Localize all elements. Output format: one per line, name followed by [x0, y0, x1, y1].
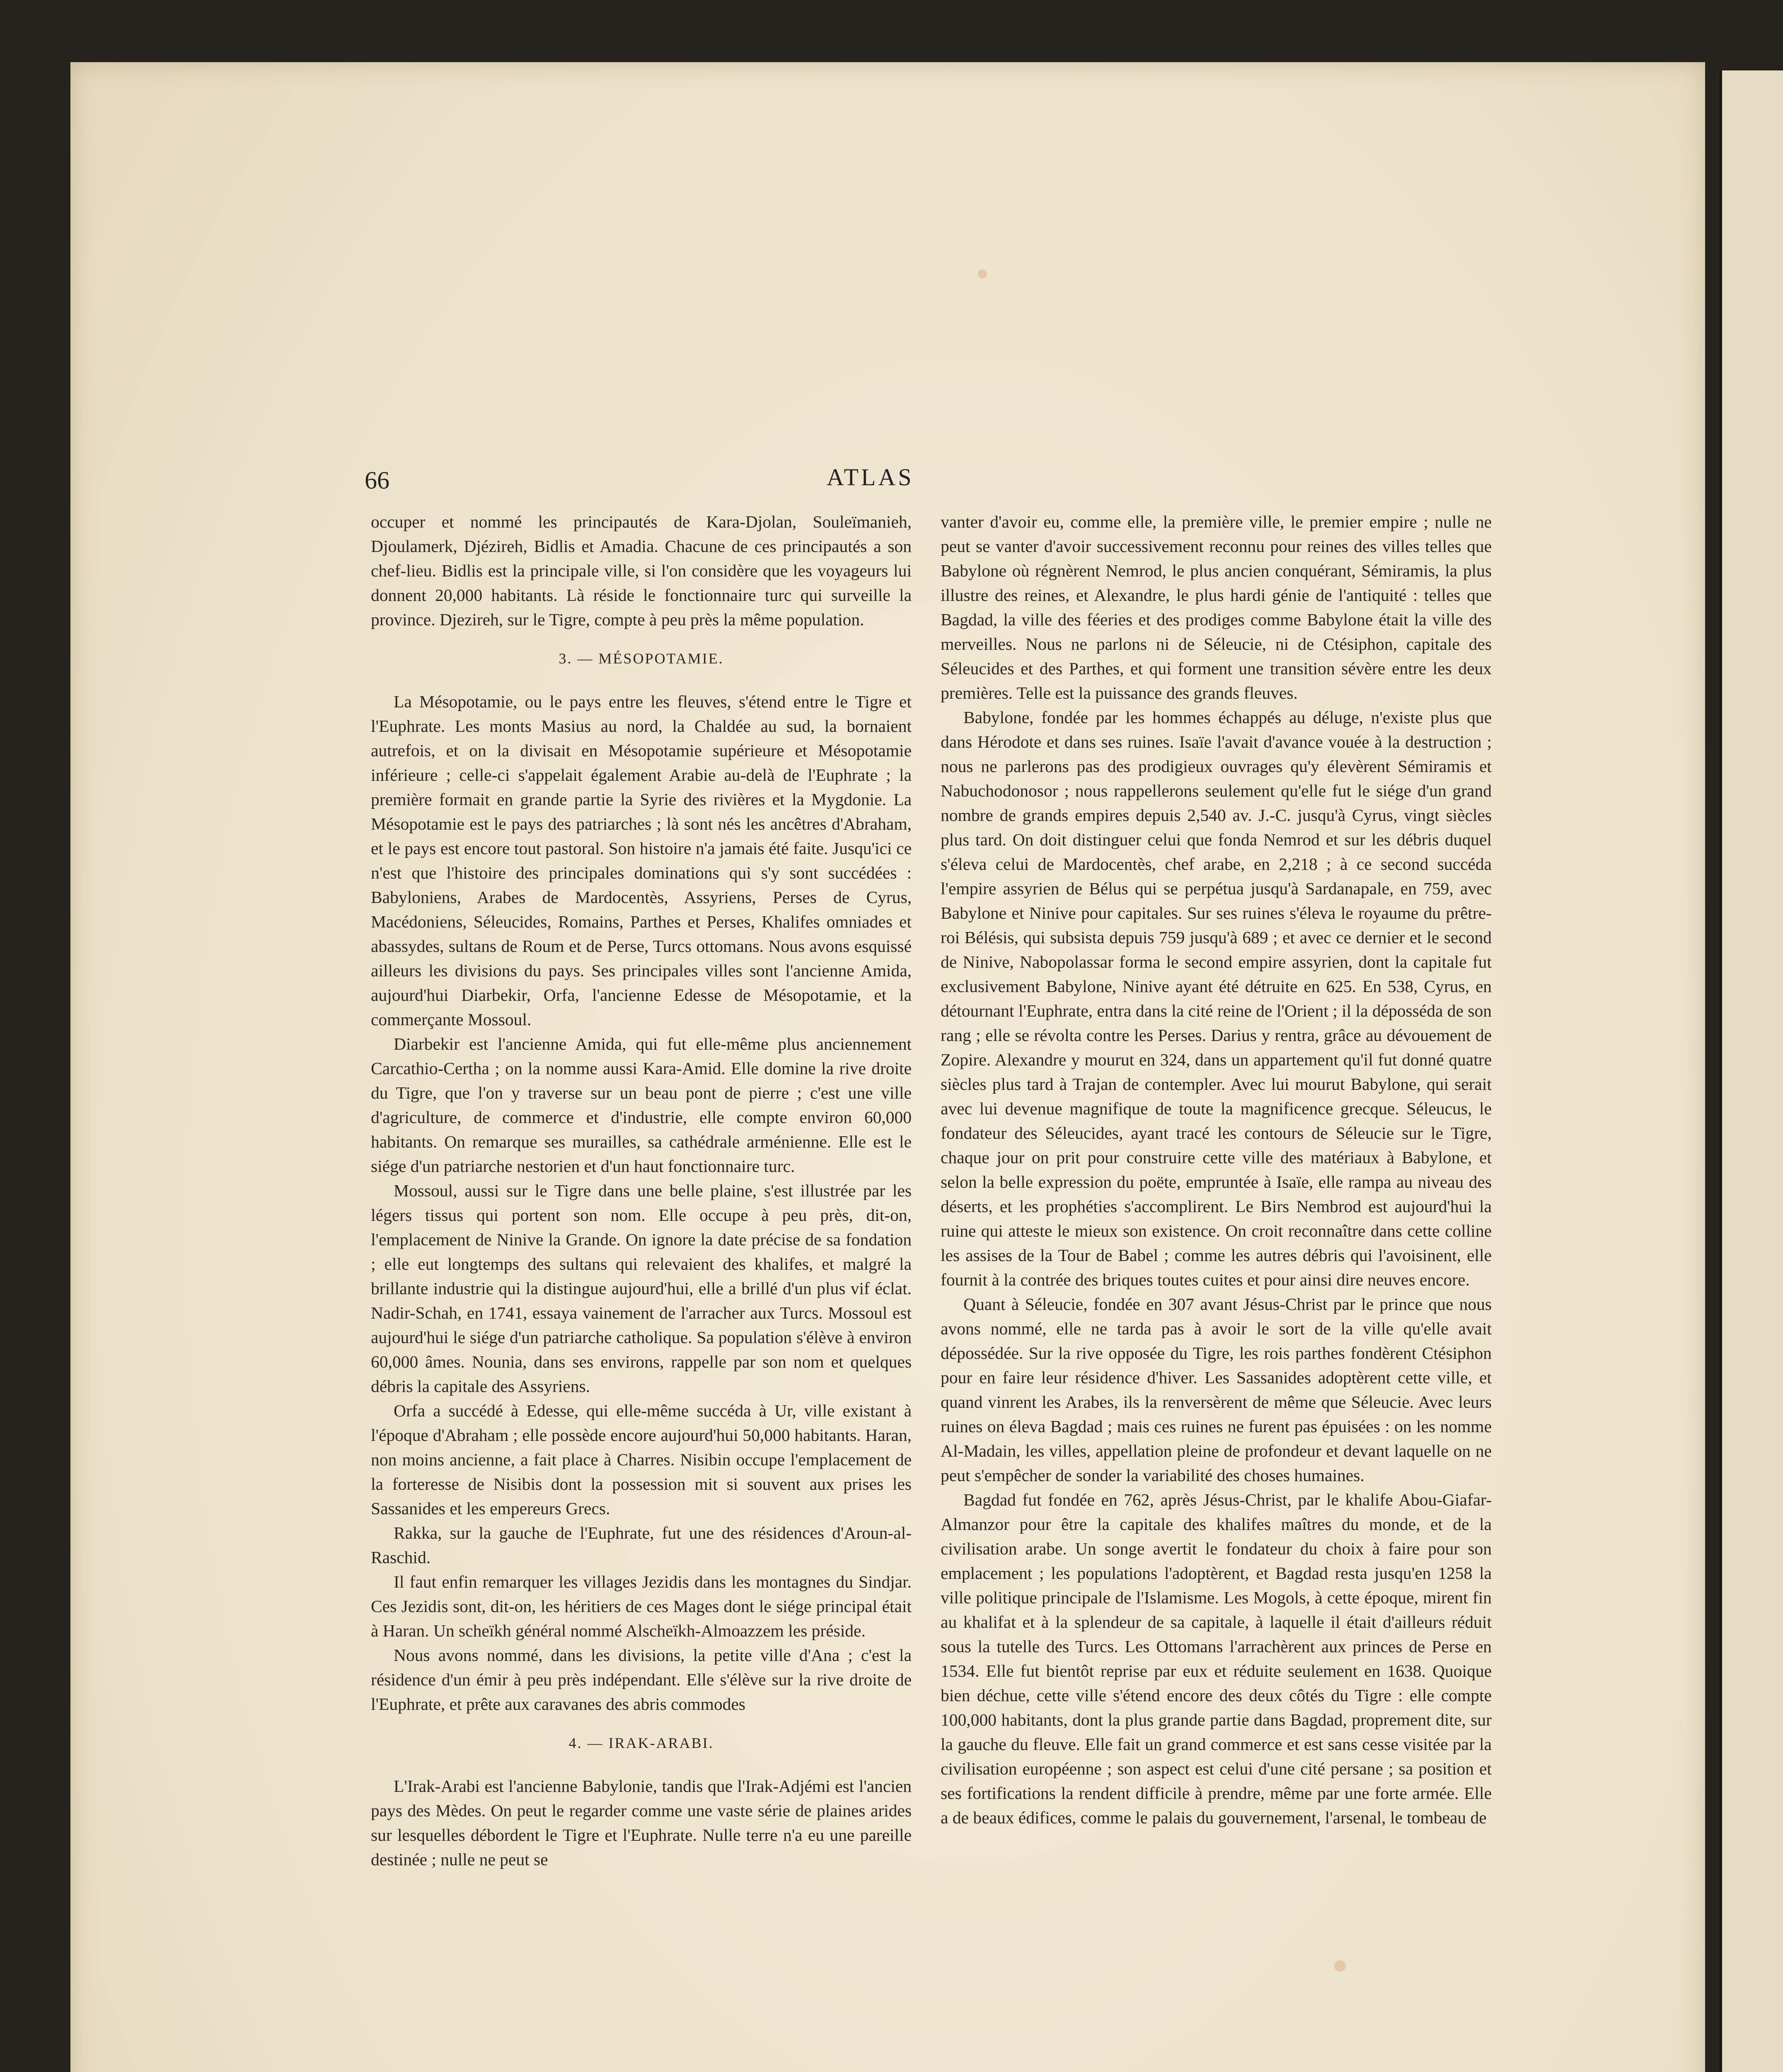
paragraph: Quant à Séleucie, fondée en 307 avant Jésus-Christ par le prince que nous avons nommé, elle ne tarda pas à avoir le sort de la ville qu'elle avait dépossédée. Sur la rive opposée du Tigre, les rois parthes fondèrent Ctésiphon pour en faire leur résidence d'hiver. Les Sassanides adoptèrent cette ville, et quand vinrent les Arabes, ils la renversèrent de même que Séleucie. Avec leurs ruines on éleva Bagdad ; mais ces ruines ne furent pas épuisées : on les nomme Al-Madain, les villes, appellation pleine de profondeur et devant laquelle on ne peut s'empêcher de sonder la variabilité des choses humaines.	[941, 1295, 1492, 1485]
paragraph: Nous avons nommé, dans les divisions, la petite ville d'Ana ; c'est la résidence d'un émir à peu près indépendant. Elle s'élève sur la rive droite de l'Euphrate, et prête aux caravanes des abris commodes	[371, 1646, 912, 1714]
paragraph: Orfa a succédé à Edesse, qui elle-même succéda à Ur, ville existant à l'époque d'Abraham ; elle possède encore aujourd'hui 50,000 habitants. Haran, non moins ancienne, a fait place à Charres. Nisibin occupe l'emplacement de la forteresse de Nisibis dont la possession mit si souvent aux prises les Sassanides et les empereurs Grecs.	[371, 1401, 912, 1518]
paragraph: Babylone, fondée par les hommes échappés au déluge, n'existe plus que dans Hérodote et dans ses ruines. Isaïe l'avait d'avance vouée à la destruction ; nous ne parlerons pas des prodigieux ouvrages qu'y élevèrent Sémiramis et Nabuchodonosor ; nous rappellerons seulement qu'elle fut le siége d'un grand nombre de grands empires depuis 2,540 av. J.-C. jusqu'à Cyrus, vingt siècles plus tard. On doit distinguer celui que fonda Nemrod et sur les débris duquel s'éleva celui de Mardocentès, chef arabe, en 2,218 ; à ce second succéda l'empire assyrien de Bélus qui se perpétua jusqu'à Sardanapale, en 759, avec Babylone et Ninive pour capitales. Sur ses ruines s'éleva le royaume du prêtre-roi Bélésis, qui subsista depuis 759 jusqu'à 689 ; et avec ce dernier et le second de Ninive, Nabopolassar forma le second empire assyrien, dont la capitale fut exclusivement Babylone, Ninive ayant été détruite en 625. En 538, Cyrus, en détournant l'Euphrate, entra dans la cité reine de l'Orient ; il la déposséda de son rang ; elle se révolta contre les Perses. Darius y rentra, grâce au dévouement de Zopire. Alexandre y mourut en 324, dans un appartement qu'il fut donné quatre siècles plus tard à Trajan de contempler. Avec lui mourut Babylone, qui serait avec lui devenue magnifique de toute la magnificence grecque. Séleucus, le fondateur des Séleucides, ayant tracé les contours de Séleucie sur le Tigre, chaque jour on prit pour construire cette ville des matériaux à Babylone, et selon la belle expression du poëte, empruntée à Isaïe, elle rampa au niveau des déserts, et les prophéties s'accomplirent. Le Birs Nembrod est aujourd'hui la ruine qui atteste le mieux son existence. On croit reconnaître dans cette colline les assises de la Tour de Babel ; comme les autres débris qui l'avoisinent, elle fournit à la contrée des briques toutes cuites et pour ainsi dire neuves encore.	[941, 708, 1492, 1289]
running-title: ATLAS	[827, 464, 914, 491]
section-heading: 4. — IRAK-ARABI.	[569, 1735, 714, 1751]
paragraph: Rakka, sur la gauche de l'Euphrate, fut une des résidences d'Aroun-al-Raschid.	[371, 1523, 912, 1567]
paragraph: L'Irak-Arabi est l'ancienne Babylonie, tandis que l'Irak-Adjémi est l'ancien pays des Mèdes. On peut le regarder comme une vaste série de plaines arides sur lesquelles débordent le Tigre et l'Euphrate. Nulle terre n'a eu une pareille destinée ; nulle ne peut se	[371, 1777, 912, 1869]
paragraph: Il faut enfin remarquer les villages Jezidis dans les montagnes du Sindjar. Ces Jezidis sont, dit-on, les héritiers de ces Mages dont le siége principal était à Haran. Un scheïkh général nommé Alscheïkh-Almoazzem les préside.	[371, 1572, 912, 1640]
left-text-column	[371, 510, 912, 2072]
page-number: 66	[365, 467, 390, 494]
paragraph: vanter d'avoir eu, comme elle, la première ville, le premier empire ; nulle ne peut se vanter d'avoir successivement reconnu pour reines des villes telles que Babylone où régnèrent Nemrod, le plus ancien conquérant, Sémiramis, la plus illustre des reines, et Alexandre, le plus hardi génie de l'antiquité : telles que Bagdad, la ville des féeries et des prodiges comme Babylone était la ville des merveilles. Nous ne parlons ni de Séleucie, ni de Ctésiphon, capitale des Séleucides et des Parthes, et qui forment une transition sévère entre les deux premières. Telle est la puissance des grands fleuves.	[941, 512, 1492, 702]
paragraph: occuper et nommé les principautés de Kara-Djolan, Souleïmanieh, Djoulamerk, Djézireh, Bidlis et Amadia. Chacune de ces principautés a son chef-lieu. Bidlis est la principale ville, si l'on considère que les voyageurs lui donnent 20,000 habitants. Là réside le fonctionnaire turc qui surveille la province. Djezireh, sur le Tigre, compte à peu près la même population.	[371, 512, 912, 629]
section-heading: 3. — MÉSOPOTAMIE.	[559, 650, 724, 667]
right-text-column	[941, 510, 1492, 2072]
next-page-edge	[1720, 70, 1783, 2072]
paragraph: Mossoul, aussi sur le Tigre dans une belle plaine, s'est illustrée par les légers tissus qui portent son nom. Elle occupe à peu près, dit-on, l'emplacement de Ninive la Grande. On ignore la date précise de sa fondation ; elle eut longtemps des sultans qui relevaient des khalifes, et malgré la brillante industrie qui la distingue aujourd'hui, elle a brillé d'un plus vif éclat. Nadir-Schah, en 1741, essaya vainement de l'arracher aux Turcs. Mossoul est aujourd'hui le siége d'un patriarche catholique. Sa population s'élève à environ 60,000 âmes. Nounia, dans ses environs, rappelle par son nom et quelques débris la capitale des Assyriens.	[371, 1181, 912, 1396]
paragraph: Diarbekir est l'ancienne Amida, qui fut elle-même plus anciennement Carcathio-Certha ; on la nomme aussi Kara-Amid. Elle domine la rive droite du Tigre, que l'on y traverse sur un beau pont de pierre ; c'est une ville d'agriculture, de commerce et d'industrie, elle compte environ 60,000 habitants. On remarque ses murailles, sa cathédrale arménienne. Elle est le siége d'un patriarche nestorien et d'un haut fonctionnaire turc.	[371, 1034, 912, 1176]
paragraph: Bagdad fut fondée en 762, après Jésus-Christ, par le khalife Abou-Giafar-Almanzor pour être la capitale des khalifes maîtres du monde, et de la civilisation arabe. Un songe avertit le fondateur du choix à faire pour son emplacement ; les populations l'adoptèrent, et Bagdad resta jusqu'en 1258 la ville politique principale de l'Islamisme. Les Mogols, à cette époque, mirent fin au khalifat et à la splendeur de sa capitale, à laquelle il était d'ailleurs réduit sous la tutelle des Turcs. Les Ottomans l'arrachèrent aux princes de Perse en 1534. Elle fut bientôt reprise par eux et réduite seulement en 1638. Quoique bien déchue, cette ville s'étend encore des deux côtés du Tigre : elle compte 100,000 habitants, dont la plus grande partie dans Bagdad, proprement dite, sur la gauche du fleuve. Elle fait un grand commerce et est sans cesse visitée par la civilisation européenne ; son aspect est celui d'une cité persane ; sa position et ses fortifications la rendent difficile à prendre, même par une forte armée. Elle a de beaux édifices, comme le palais du gouvernement, l'arsenal, le tombeau de	[941, 1490, 1492, 1827]
paper-stain	[978, 269, 987, 278]
paragraph: La Mésopotamie, ou le pays entre les fleuves, s'étend entre le Tigre et l'Euphrate. Les monts Masius au nord, la Chaldée au sud, la bornaient autrefois, et on la divisait en Mésopotamie supérieure et Mésopotamie inférieure ; celle-ci s'appelait également Arabie au-delà de l'Euphrate ; la première formait en grande partie la Syrie des rivières et la Mygdonie. La Mésopotamie est le pays des patriarches ; là sont nés les ancêtres d'Abraham, et le pays est encore tout pastoral. Son histoire n'a jamais été faite. Jusqu'ici ce n'est que l'histoire des principales dominations qui s'y sont succédées : Babyloniens, Arabes de Mardocentès, Assyriens, Perses de Cyrus, Macédoniens, Séleucides, Romains, Parthes et Perses, Khalifes omniades et abassydes, sultans de Roum et de Perse, Turcs ottomans. Nous avons esquissé ailleurs les divisions du pays. Ses principales villes sont l'ancienne Amida, aujourd'hui Diarbekir, Orfa, l'ancienne Edesse de Mésopotamie, et la commerçante Mossoul.	[371, 692, 912, 1029]
